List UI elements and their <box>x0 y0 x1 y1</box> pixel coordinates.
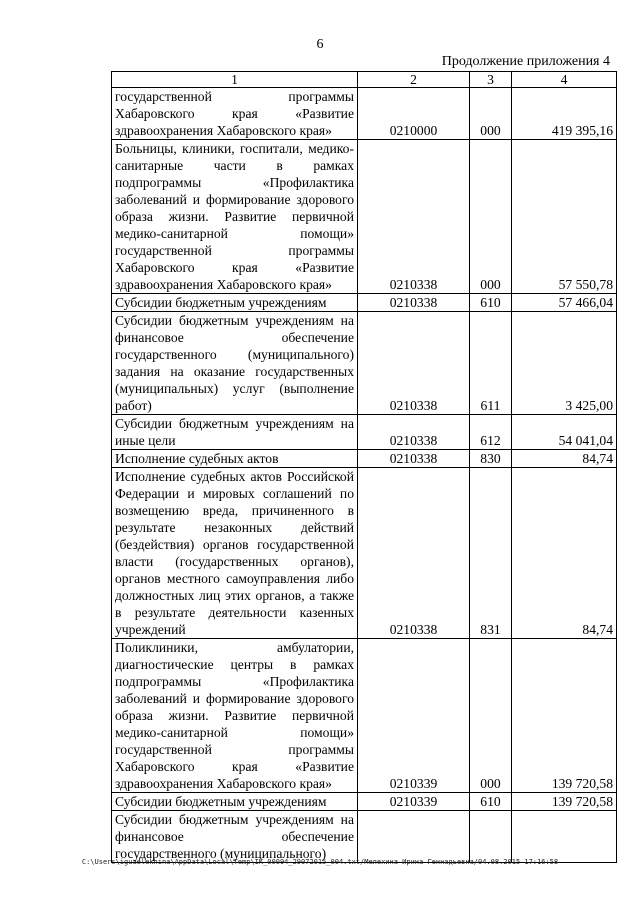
row-type: 612 <box>470 415 512 450</box>
page-number: 6 <box>316 37 324 52</box>
row-amount: 419 395,16 <box>512 88 617 140</box>
row-code: 0210338 <box>358 312 470 415</box>
row-name: Субсидии бюджетным учреждениям <box>112 793 358 811</box>
row-amount: 139 720,58 <box>512 793 617 811</box>
table-row <box>112 639 617 793</box>
row-amount: 57 466,04 <box>512 294 617 312</box>
row-code: 0210338 <box>358 294 470 312</box>
table-row <box>112 811 617 863</box>
budget-table <box>111 71 617 863</box>
row-name: Субсидии бюджетным учреждениям на финансовое обеспечение государственного (муниципального) задания на оказание государственных (муниципальных) услуг (выполнение работ) <box>112 312 358 415</box>
row-type: 000 <box>470 88 512 140</box>
row-type <box>470 811 512 863</box>
row-amount: 54 041,04 <box>512 415 617 450</box>
row-code: 0210338 <box>358 450 470 468</box>
header-cell-3: 3 <box>470 72 512 88</box>
row-amount: 57 550,78 <box>512 140 617 294</box>
row-name: Поликлиники, амбулатории, диагностические центры в рамках подпрограммы «Профилактика заболеваний и формирование здорового образа жизни. Развитие первичной медико-санитарной помощи» государственной программы Хабаровского края «Развитие здравоохранения Хабаровского края» <box>112 639 358 793</box>
row-name: государственной программы Хабаровского края «Развитие здравоохранения Хабаровского края» <box>112 88 358 140</box>
row-type: 831 <box>470 468 512 639</box>
file-path-footer: C:\Users\iguaelekhina\AppData\Local\Temp\IK_00094_29072015_004.txt/Мелехина Ирина Геннадьевна/04.08.2015 17:16:58 <box>81 858 559 866</box>
row-type: 830 <box>470 450 512 468</box>
row-name: Исполнение судебных актов Российской Федерации и мировых соглашений по возмещению вреда, причиненного в результате незаконных действий (бездействия) органов государственной власти (государственных органов), органов местного самоуправления либо должностных лиц этих органов, а также в результате деятельности казенных учреждений <box>112 468 358 639</box>
header-cell-4: 4 <box>512 72 617 88</box>
table-row <box>112 450 617 468</box>
row-type: 610 <box>470 294 512 312</box>
table-row <box>112 793 617 811</box>
row-amount: 84,74 <box>512 468 617 639</box>
header-cell-2: 2 <box>358 72 470 88</box>
row-type: 611 <box>470 312 512 415</box>
table-row <box>112 294 617 312</box>
row-name: Субсидии бюджетным учреждениям на финансовое обеспечение государственного (муниципального) <box>112 811 358 863</box>
row-amount: 139 720,58 <box>512 639 617 793</box>
row-name: Субсидии бюджетным учреждениям <box>112 294 358 312</box>
row-name: Субсидии бюджетным учреждениям на иные цели <box>112 415 358 450</box>
row-type: 610 <box>470 793 512 811</box>
row-amount: 84,74 <box>512 450 617 468</box>
table-row <box>112 468 617 639</box>
row-code: 0210338 <box>358 140 470 294</box>
row-code: 0210339 <box>358 793 470 811</box>
row-name: Исполнение судебных актов <box>112 450 358 468</box>
row-code: 0210339 <box>358 639 470 793</box>
table-header-row <box>112 72 617 88</box>
table-row <box>112 88 617 140</box>
row-type: 000 <box>470 639 512 793</box>
table-row <box>112 312 617 415</box>
row-code: 0210338 <box>358 415 470 450</box>
table-row <box>112 415 617 450</box>
row-amount: 3 425,00 <box>512 312 617 415</box>
row-code <box>358 811 470 863</box>
row-name: Больницы, клиники, госпитали, медико-санитарные части в рамках подпрограммы «Профилактика заболеваний и формирование здорового образа жизни. Развитие первичной медико-санитарной помощи» государственной программы Хабаровского края «Развитие здравоохранения Хабаровского края» <box>112 140 358 294</box>
row-code: 0210000 <box>358 88 470 140</box>
row-amount <box>512 811 617 863</box>
row-code: 0210338 <box>358 468 470 639</box>
table-row <box>112 140 617 294</box>
continuation-label: Продолжение приложения 4 <box>441 54 610 69</box>
row-type: 000 <box>470 140 512 294</box>
header-cell-1: 1 <box>112 72 358 88</box>
